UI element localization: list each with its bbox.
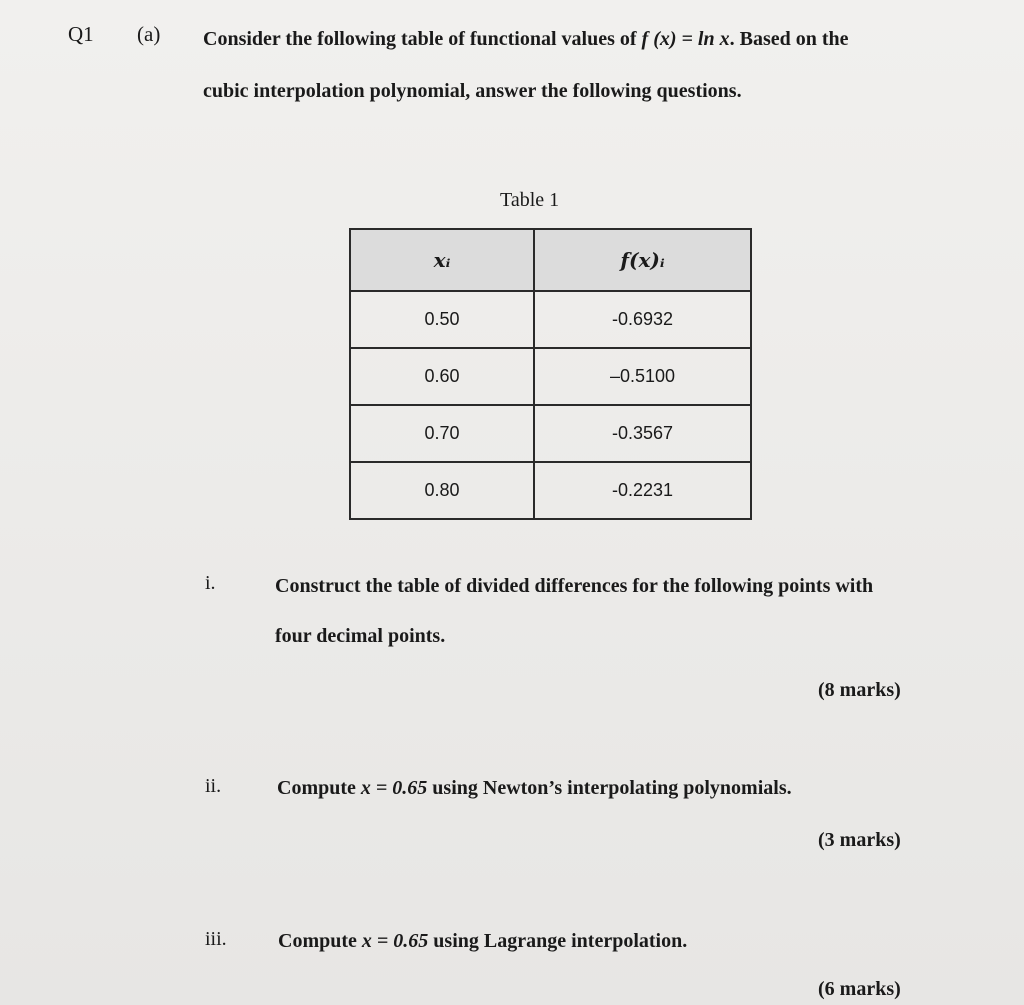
cell-x: 0.60: [350, 348, 534, 405]
table-row: [350, 405, 751, 462]
subquestion-numeral-iii: iii.: [205, 928, 227, 950]
intro-text-post: . Based on the: [729, 28, 849, 50]
subquestion-i-line1: Construct the table of divided differences for the following points with: [275, 575, 874, 597]
table-row: [350, 462, 751, 519]
table-header-row: [350, 229, 751, 291]
cell-x: 0.70: [350, 405, 534, 462]
function-formula: f (x) = ln x: [641, 28, 730, 50]
subquestion-ii-marks: (3 marks): [818, 829, 901, 851]
subquestion-iii-text: [278, 930, 687, 953]
table-row: [350, 291, 751, 348]
subquestion-ii-text: [277, 777, 792, 800]
cell-fx: -0.6932: [534, 291, 751, 348]
subquestion-iii-marks: (6 marks): [818, 978, 901, 1000]
subquestion-i-marks: (8 marks): [818, 679, 901, 701]
cell-fx: -0.2231: [534, 462, 751, 519]
header-x: xᵢ: [350, 229, 534, 291]
table-row: [350, 348, 751, 405]
header-fx: f(x)ᵢ: [534, 229, 751, 291]
subquestion-iii-post: using Lagrange interpolation.: [428, 930, 688, 952]
subquestion-i-line2: four decimal points.: [275, 625, 446, 647]
question-intro-line2: cubic interpolation polynomial, answer the following questions.: [203, 80, 742, 102]
subquestion-numeral-ii: ii.: [205, 775, 222, 797]
cell-x: 0.80: [350, 462, 534, 519]
question-number: Q1: [68, 22, 94, 46]
intro-text-pre: Consider the following table of functional values of: [203, 28, 642, 50]
cell-x: 0.50: [350, 291, 534, 348]
question-part: (a): [137, 22, 161, 46]
subquestion-ii-pre: Compute: [277, 777, 361, 799]
subquestion-ii-math: x = 0.65: [360, 777, 428, 799]
cell-fx: –0.5100: [534, 348, 751, 405]
subquestion-iii-pre: Compute: [278, 930, 362, 952]
cell-fx: -0.3567: [534, 405, 751, 462]
table-caption: Table 1: [500, 189, 560, 211]
subquestion-ii-post: using Newton’s interpolating polynomials.: [427, 777, 792, 799]
question-intro-line1: [203, 28, 849, 51]
function-values-table: [349, 228, 752, 520]
subquestion-numeral-i: i.: [205, 572, 216, 594]
subquestion-iii-math: x = 0.65: [361, 930, 429, 952]
